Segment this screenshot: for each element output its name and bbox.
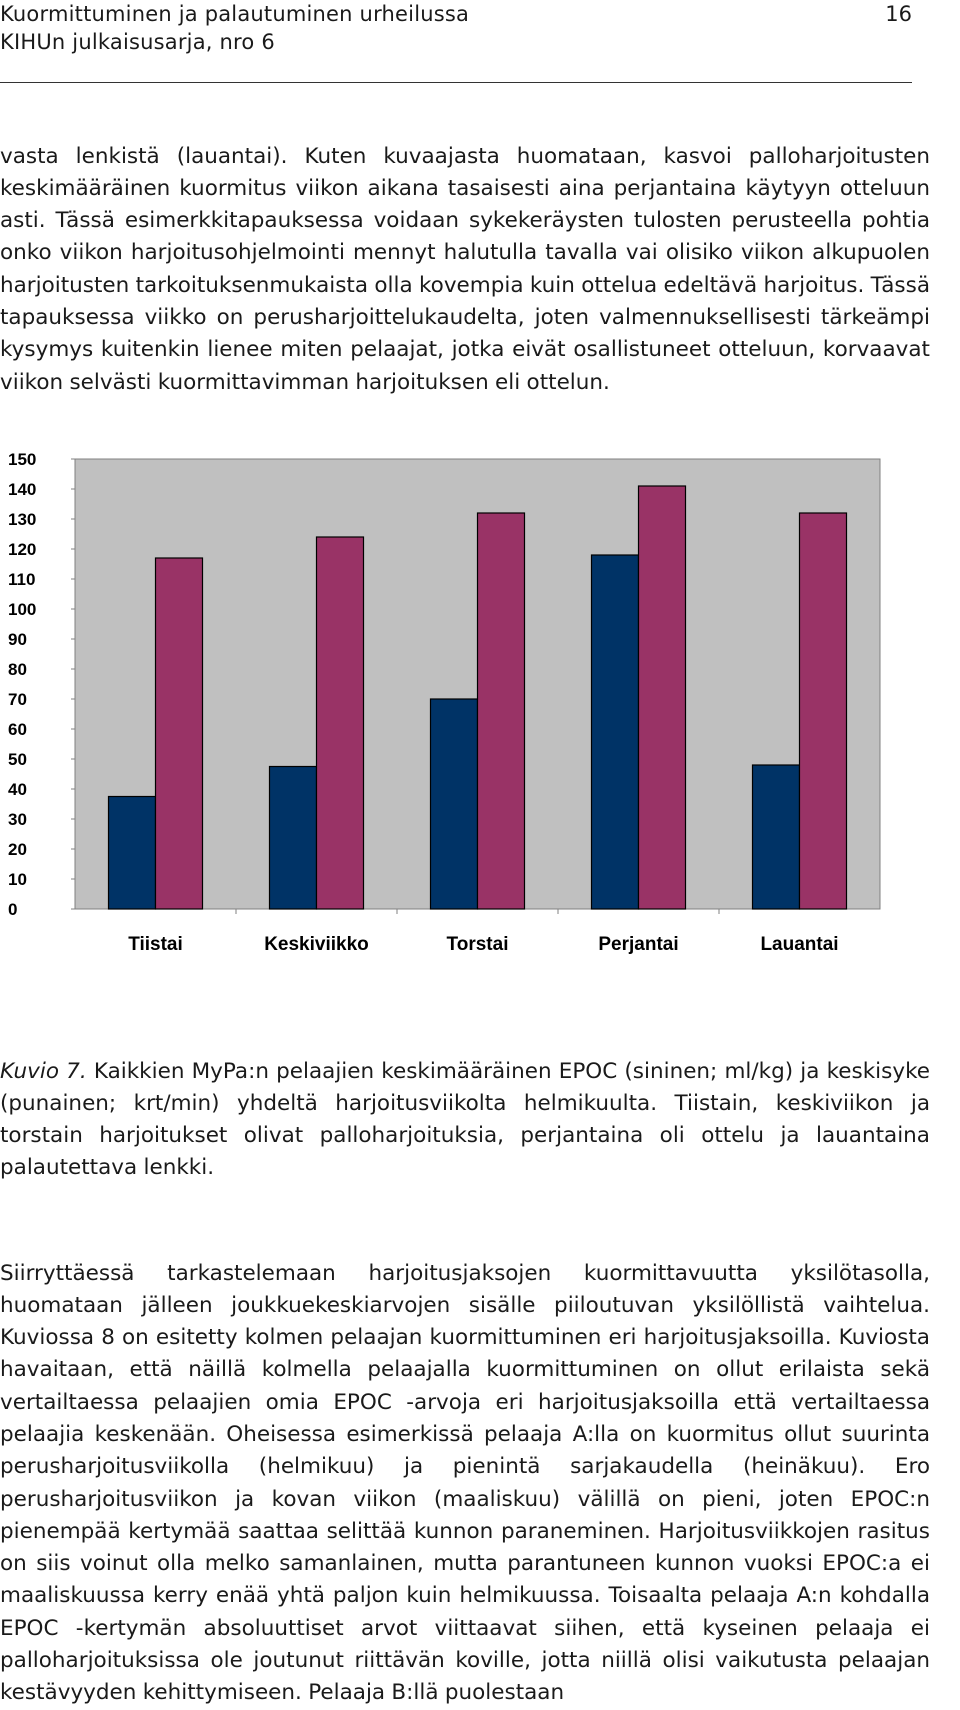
- header-rule: [0, 82, 912, 83]
- x-tick-label: Tiistai: [128, 934, 183, 955]
- bar-epoc-perjantai: [592, 555, 639, 909]
- y-tick-label: 150: [8, 450, 37, 469]
- bar-heart-rate-keskiviikko: [317, 537, 364, 909]
- page-number: 16: [885, 2, 912, 26]
- figure-caption: [0, 1056, 930, 1185]
- y-tick-label: 50: [8, 750, 27, 769]
- y-tick-label: 80: [8, 660, 27, 679]
- bar-epoc-lauantai: [753, 765, 800, 909]
- chart-svg: [0, 450, 900, 960]
- y-tick-label: 10: [8, 870, 27, 889]
- caption-label: Kuvio 7.: [0, 1058, 87, 1084]
- bar-heart-rate-lauantai: [800, 513, 847, 909]
- y-tick-label: 0: [8, 900, 18, 919]
- x-tick-label: Perjantai: [598, 934, 679, 955]
- y-tick-label: 40: [8, 780, 27, 799]
- y-tick-label: 100: [8, 600, 37, 619]
- y-tick-label: 130: [8, 510, 37, 529]
- y-tick-label: 30: [8, 810, 27, 829]
- caption-text: Kaikkien MyPa:n pelaajien keskimääräinen EPOC (sininen; ml/kg) ja keskisyke (punainen; krt/min) yhdeltä harjoitusviikolta helmikuulta. Tiistain, keskiviikon ja torstain harjoitukset olivat palloharjoituksia, perjantaina oli ottelu ja lauantaina palautettava lenkki.: [0, 1058, 930, 1181]
- y-tick-label: 90: [8, 630, 27, 649]
- bar-heart-rate-perjantai: [639, 486, 686, 909]
- page-header: [0, 0, 912, 85]
- x-tick-label: Keskiviikko: [264, 934, 369, 955]
- y-tick-label: 70: [8, 690, 27, 709]
- bar-epoc-torstai: [431, 699, 478, 909]
- y-tick-label: 110: [8, 570, 36, 589]
- bar-epoc-keskiviikko: [270, 767, 317, 910]
- bar-epoc-tiistai: [109, 797, 156, 910]
- x-tick-label: Torstai: [446, 934, 509, 955]
- y-tick-label: 20: [8, 840, 27, 859]
- bar-heart-rate-torstai: [478, 513, 525, 909]
- y-tick-label: 120: [8, 540, 37, 559]
- body-paragraph-2: Siirryttäessä tarkastelemaan harjoitusjaksojen kuormittavuutta yksilötasolla, huomataan jälleen joukkuekeskiarvojen sisälle piiloutuvan yksilöllistä vaihtelua. Kuviossa 8 on esitetty kolmen pelaajan kuormittuminen eri harjoitusjaksoilla. Kuviosta havaitaan, että näillä kolmella pelaajalla kuormittuminen on ollut erilaista sekä vertailtaessa pelaajien omia EPOC -arvoja eri harjoitusjaksoilla että vertailtaessa pelaajia keskenään. Oheisessa esimerkissä pelaaja A:lla on kuormitus ollut suurinta perusharjoitusviikolla (helmikuu) ja pienintä sarjakaudella (heinäkuu). Ero perusharjoitusviikon ja kovan viikon (maaliskuu) välillä on pieni, joten EPOC:n pienempää kertymää saattaa selittää kunnon paraneminen. Harjoitusviikkojen rasitus on siis voinut olla melko samanlainen, mutta parantuneen kunnon vuoksi EPOC:a ei maaliskuussa kerry enää yhtä paljon kuin helmikuussa. Toisaalta pelaaja A:n kohdalla EPOC -kertymän absoluuttiset arvot viittaavat siihen, että kyseinen pelaaja ei palloharjoituksissa ole joutunut riittävän koville, jotta niillä olisi vaikutusta pelaajan kestävyyden kehittymiseen. Pelaaja B:llä puolestaan: [0, 1260, 930, 1706]
- series-title: KIHUn julkaisusarja, nro 6: [0, 30, 275, 54]
- x-tick-label: Lauantai: [760, 934, 839, 955]
- running-title: Kuormittuminen ja palautuminen urheilussa: [0, 2, 470, 26]
- bar-chart: [0, 450, 900, 964]
- y-tick-label: 140: [8, 480, 37, 499]
- y-tick-label: 60: [8, 720, 27, 739]
- body-paragraph-1: vasta lenkistä (lauantai). Kuten kuvaajasta huomataan, kasvoi palloharjoitusten keskimääräinen kuormitus viikon aikana tasaisesti aina perjantaina käytyyn otteluun asti. Tässä esimerkkitapauksessa voidaan sykekeräysten tulosten perusteella pohtia onko viikon harjoitusohjelmointi mennyt halutulla tavalla vai olisiko viikon alkupuolen harjoitusten tarkoituksenmukaista olla kovempia kuin ottelua edeltävä harjoitus. Tässä tapauksessa viikko on perusharjoittelukaudelta, joten valmennuksellisesti tärkeämpi kysymys kuitenkin lienee miten pelaajat, jotka eivät osallistuneet otteluun, korvaavat viikon selvästi kuormittavimman harjoituksen eli ottelun.: [0, 143, 931, 395]
- bar-heart-rate-tiistai: [156, 558, 203, 909]
